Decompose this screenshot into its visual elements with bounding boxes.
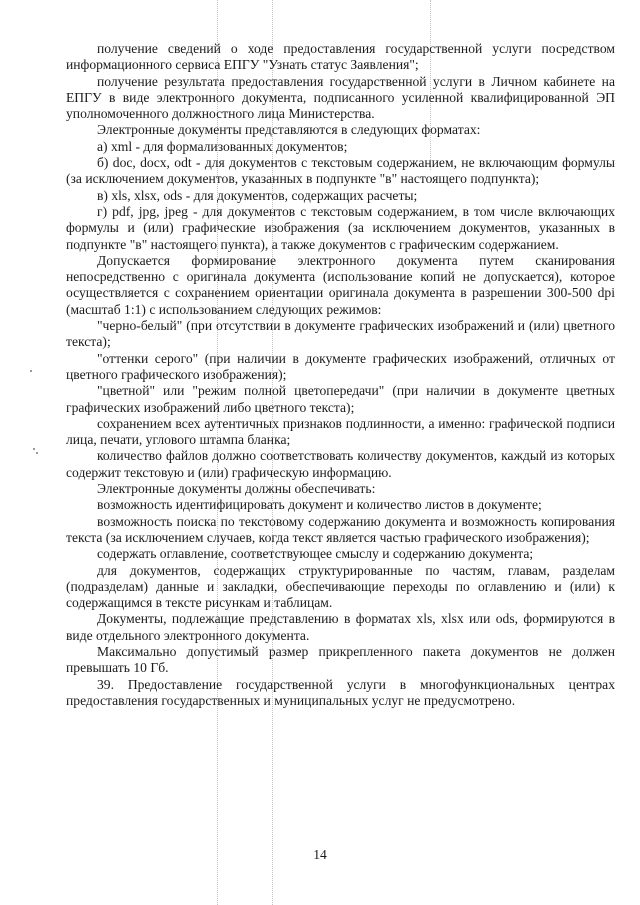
- paragraph: "оттенки серого" (при наличии в документе графических изображений, отличных от цветного графического изображения);: [66, 350, 615, 382]
- paragraph: Максимально допустимый размер прикрепленного пакета документов не должен превышать 10 Гб.: [66, 643, 615, 676]
- page-number: 14: [313, 847, 327, 862]
- scan-artifact-dot: [30, 370, 32, 372]
- paragraph: "черно-белый" (при отсутствии в документе графических изображений и (или) цветного текста);: [66, 318, 615, 350]
- paragraph: Документы, подлежащие представлению в форматах xls, xlsx или ods, формируются в виде отдельного электронного документа.: [66, 611, 615, 643]
- paragraph: "цветной" или "режим полной цветопередачи" (при наличии в документе цветных графических изображений либо цветного текста);: [66, 383, 615, 415]
- paragraph: для документов, содержащих структурированные по частям, главам, разделам (подразделам) данные и закладки, обеспечивающие переходы по оглавлению и (или) к содержащимся в тексте рисункам и таблицам.: [66, 562, 615, 611]
- paragraph: б) doc, docx, odt - для документов с текстовым содержанием, не включающим формулы (за исключением документов, указанных в подпункте "в" настоящего подпункта);: [66, 155, 615, 187]
- paragraph: Электронные документы представляются в следующих форматах:: [97, 122, 481, 138]
- paragraph: Допускается формирование электронного документа путем сканирования непосредственно с оригинала документа (использование копий не допускается), которое осуществляется с сохранением ориентации оригинала документа в разрешении 300-500 dpi (масштаб 1:1) с использованием следующих режимов:: [66, 252, 615, 317]
- paragraph: получение сведений о ходе предоставления государственной услуги посредством информационного сервиса ЕПГУ "Узнать статус Заявления";: [66, 41, 615, 73]
- paragraph: количество файлов должно соответствовать количеству документов, каждый из которых содержит текстовую и (или) графическую информацию.: [66, 448, 615, 480]
- paragraph: а) xml - для формализованных документов;: [97, 138, 348, 154]
- paragraph: 39. Предоставление государственной услуги в многофункциональных центрах предоставления государственных и муниципальных услуг не предусмотрено.: [66, 676, 615, 708]
- scan-artifact-dot: [36, 452, 38, 454]
- paragraph: сохранением всех аутентичных признаков подлинности, а именно: графической подписи лица, печати, углового штампа бланка;: [66, 415, 615, 448]
- paragraph: получение результата предоставления государственной услуги в Личном кабинете на ЕПГУ в виде электронного документа, подписанного усиленной квалифицированной ЭП уполномоченного должностного лица Министерства.: [66, 73, 615, 122]
- paragraph: в) xls, xlsx, ods - для документов, содержащих расчеты;: [97, 187, 418, 203]
- document-body: [66, 41, 615, 709]
- scan-artifact-dot: [33, 448, 35, 450]
- paragraph: содержать оглавление, соответствующее смыслу и содержанию документа;: [97, 546, 534, 562]
- paragraph: г) pdf, jpg, jpeg - для документов с текстовым содержанием, в том числе включающих формулы и (или) графические изображения (за исключением документов, указанных в подпункте "в" настоящего пункта), а также документов с графическим содержанием.: [66, 203, 615, 252]
- paragraph: возможность поиска по текстовому содержанию документа и возможность копирования текста (за исключением случаев, когда текст является частью графического изображения);: [66, 513, 615, 545]
- paragraph: Электронные документы должны обеспечивать:: [97, 481, 376, 497]
- paragraph: возможность идентифицировать документ и количество листов в документе;: [97, 497, 542, 513]
